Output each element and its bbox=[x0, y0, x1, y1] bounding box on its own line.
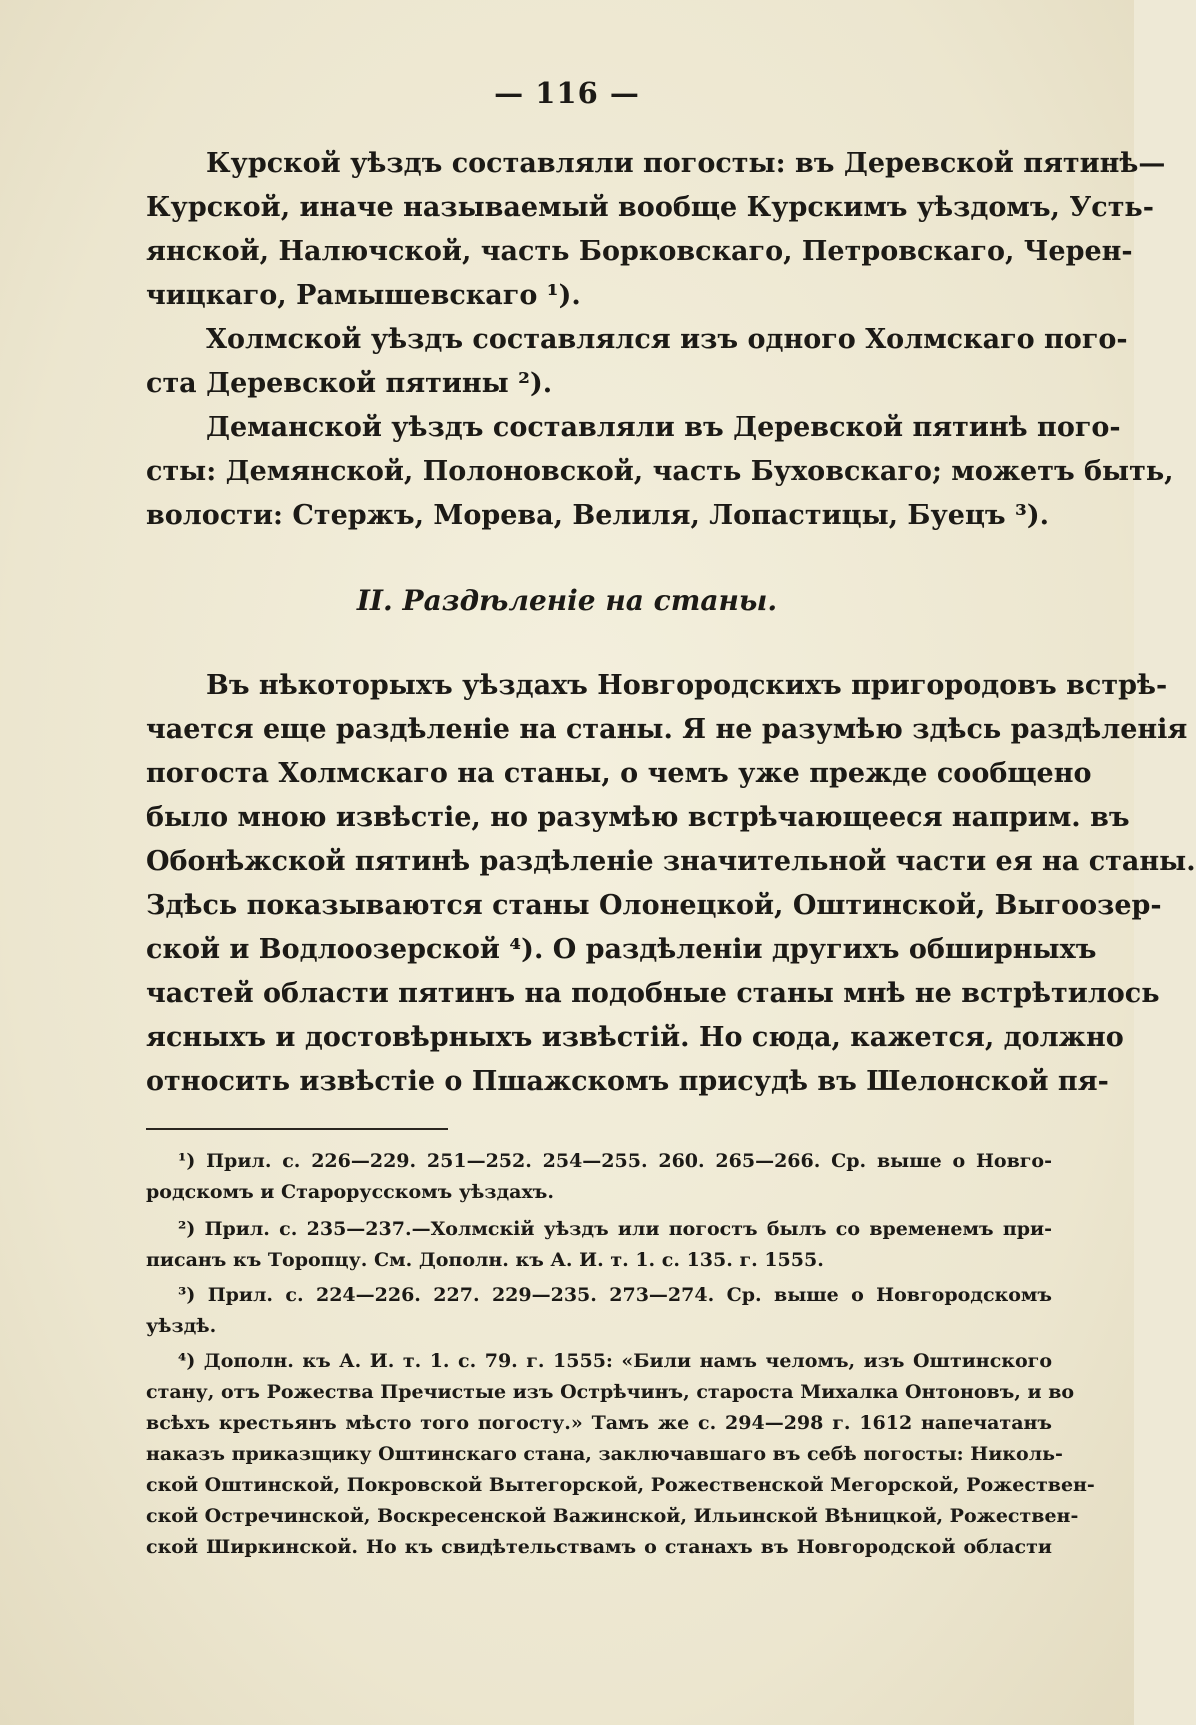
footnote-line: наказъ приказщику Оштинскаго стана, заключавшаго въ себѣ погосты: Николь- bbox=[146, 1443, 1063, 1465]
text-line: было мною извѣстіе, но разумѣю встрѣчающееся наприм. въ bbox=[146, 802, 1130, 833]
text-line: ста Деревской пятины ²). bbox=[146, 368, 553, 399]
footnote-line: всѣхъ крестьянъ мѣсто того погосту.» Тамъ же с. 294—298 г. 1612 напечатанъ bbox=[146, 1412, 1052, 1434]
footnote-line: ²) Прил. с. 235—237.—Холмскій уѣздъ или погостъ былъ со временемъ при- bbox=[178, 1218, 1052, 1240]
text-line: янской, Налючской, часть Борковскаго, Петровскаго, Черен- bbox=[146, 236, 1133, 267]
text-line: Курской уѣздъ составляли погосты: въ Деревской пятинѣ— bbox=[206, 148, 1166, 179]
footnote-line: стану, отъ Рожества Пречистые изъ Острѣчинъ, староста Михалка Онтоновъ, и во bbox=[146, 1381, 1075, 1403]
text-line: относить извѣстіе о Пшажскомъ присудѣ въ Шелонской пя- bbox=[146, 1066, 1109, 1097]
text-line: частей области пятинъ на подобные станы мнѣ не встрѣтилось bbox=[146, 978, 1160, 1009]
footnote-divider bbox=[146, 1128, 448, 1130]
text-line: ской и Водлоозерской ⁴). О раздѣленіи другихъ обширныхъ bbox=[146, 934, 1097, 965]
text-line: чицкаго, Рамышевскаго ¹). bbox=[146, 280, 581, 311]
paragraph-demansk bbox=[146, 406, 1174, 538]
footnote-line: писанъ къ Торопцу. См. Дополн. къ А. И. т. 1. с. 135. г. 1555. bbox=[146, 1249, 824, 1271]
footnote-line: ¹) Прил. с. 226—229. 251—252. 254—255. 260. 265—266. Ср. выше о Новго- bbox=[178, 1150, 1052, 1172]
footnote-line: уѣздѣ. bbox=[146, 1315, 217, 1337]
text-line: Деманской уѣздъ составляли въ Деревской пятинѣ пого- bbox=[206, 412, 1121, 443]
text-line: погоста Холмскаго на станы, о чемъ уже прежде сообщено bbox=[146, 758, 1092, 789]
text-line: Обонѣжской пятинѣ раздѣленіе значительной части ея на станы. bbox=[146, 846, 1196, 877]
page-number: — 116 — bbox=[494, 76, 640, 110]
paragraph-kursk bbox=[146, 142, 1166, 318]
footnote-2 bbox=[146, 1214, 1052, 1276]
footnote-line: родскомъ и Старорусскомъ уѣздахъ. bbox=[146, 1181, 554, 1203]
footnote-line: ской Ширкинской. Но къ свидѣтельствамъ о станахъ въ Новгородской области bbox=[146, 1536, 1052, 1558]
text-line: Здѣсь показываются станы Олонецкой, Оштинской, Выгоозер- bbox=[146, 890, 1162, 921]
text-line: Холмской уѣздъ составлялся изъ одного Холмскаго пого- bbox=[206, 324, 1128, 355]
text-line: чается еще раздѣленіе на станы. Я не разумѣю здѣсь раздѣленія bbox=[146, 714, 1188, 745]
footnote-4 bbox=[146, 1346, 1095, 1563]
footnote-3 bbox=[146, 1280, 1052, 1342]
text-line: ясныхъ и достовѣрныхъ извѣстій. Но сюда, кажется, должно bbox=[146, 1022, 1124, 1053]
paragraph-kholm bbox=[146, 318, 1128, 406]
footnote-line: ³) Прил. с. 224—226. 227. 229—235. 273—274. Ср. выше о Новгородскомъ bbox=[178, 1284, 1052, 1306]
footnote-line: ⁴) Дополн. къ А. И. т. 1. с. 79. г. 1555: «Били намъ челомъ, изъ Оштинского bbox=[178, 1350, 1052, 1372]
footnote-line: ской Остречинской, Воскресенской Важинской, Ильинской Вѣницкой, Рожествен- bbox=[146, 1505, 1079, 1527]
text-line: сты: Демянской, Полоновской, часть Буховскаго; можетъ быть, bbox=[146, 456, 1174, 487]
footnote-line: ской Оштинской, Покровской Вытегорской, Рожественской Мегорской, Рожествен- bbox=[146, 1474, 1095, 1496]
paragraph-stany bbox=[146, 664, 1196, 1104]
footnote-1 bbox=[146, 1146, 1052, 1208]
section-title: II. Раздѣленіе на станы. bbox=[356, 584, 778, 617]
text-line: Курской, иначе называемый вообще Курскимъ уѣздомъ, Усть- bbox=[146, 192, 1154, 223]
text-line: волости: Стержъ, Морева, Велиля, Лопастицы, Буецъ ³). bbox=[146, 500, 1050, 531]
text-line: Въ нѣкоторыхъ уѣздахъ Новгородскихъ пригородовъ встрѣ- bbox=[206, 670, 1168, 701]
